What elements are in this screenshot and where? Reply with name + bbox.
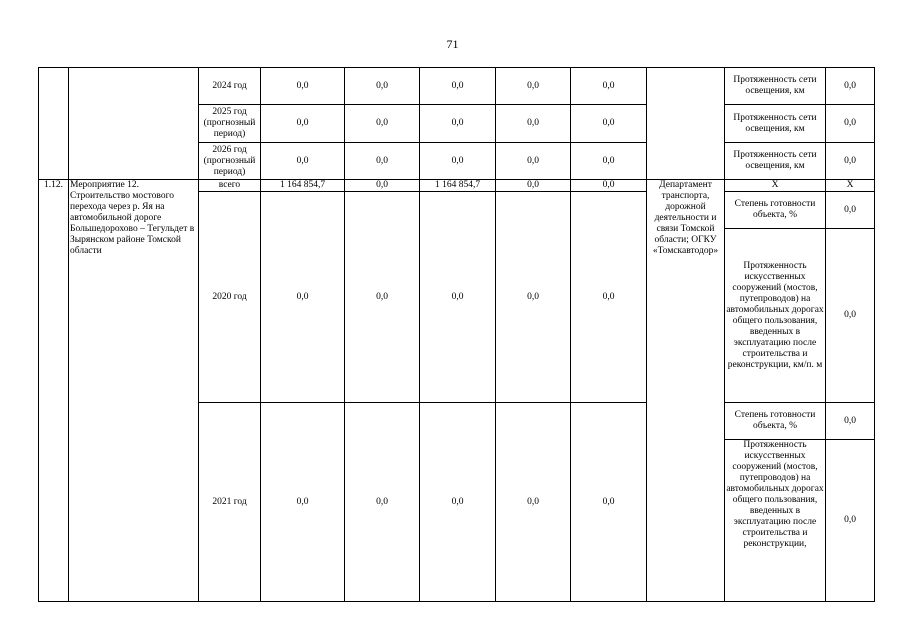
value-cell: 0,0 xyxy=(345,68,420,105)
indicator-value-cell: 0,0 xyxy=(826,440,875,602)
indicator-value-cell: 0,0 xyxy=(826,68,875,105)
indicator-cell: Степень готовности объекта, % xyxy=(725,192,826,229)
indicator-value-cell: 0,0 xyxy=(826,192,875,229)
year-cell: 2026 год (прогнозный период) xyxy=(199,143,261,180)
executor-cell: Департамент транспорта, дорожной деятельности и связи Томской области; ОГКУ «Томскавтодор» xyxy=(647,180,725,602)
value-cell: 0,0 xyxy=(420,403,496,602)
value-cell: 0,0 xyxy=(345,143,420,180)
value-cell: 1 164 854,7 xyxy=(420,180,496,192)
value-cell: 0,0 xyxy=(420,68,496,105)
value-cell: 0,0 xyxy=(420,143,496,180)
indicator-value-cell: 0,0 xyxy=(826,143,875,180)
value-cell: 0,0 xyxy=(261,192,345,403)
value-cell: 0,0 xyxy=(420,105,496,143)
value-cell: 0,0 xyxy=(496,105,571,143)
program-table xyxy=(38,67,875,602)
number-cell-empty xyxy=(39,68,69,180)
value-cell: 0,0 xyxy=(345,192,420,403)
indicator-value-cell: 0,0 xyxy=(826,105,875,143)
year-cell: всего xyxy=(199,180,261,192)
indicator-cell: Протяженность искусственных сооружений (мостов, путепроводов) на автомобильных дорогах общего пользования, введенных в эксплуатацию после строительства и реконструкции, км/п. м xyxy=(725,229,826,403)
indicator-cell: Протяженность сети освещения, км xyxy=(725,143,826,180)
value-cell: 0,0 xyxy=(261,143,345,180)
value-cell: 0,0 xyxy=(345,180,420,192)
indicator-cell: Протяженность сети освещения, км xyxy=(725,105,826,143)
table-row xyxy=(39,68,875,105)
value-cell: 0,0 xyxy=(496,180,571,192)
value-cell: 0,0 xyxy=(571,105,647,143)
measure-number: 1.12. xyxy=(39,180,69,602)
value-cell: 0,0 xyxy=(571,68,647,105)
indicator-cell: Протяженность искусственных сооружений (мостов, путепроводов) на автомобильных дорогах общего пользования, введенных в эксплуатацию после строительства и реконструкции, xyxy=(725,440,826,602)
value-cell: 0,0 xyxy=(571,143,647,180)
page-number: 71 xyxy=(446,37,459,51)
table-row xyxy=(39,180,875,192)
value-cell: 1 164 854,7 xyxy=(261,180,345,192)
year-cell: 2020 год xyxy=(199,192,261,403)
value-cell: 0,0 xyxy=(345,105,420,143)
value-cell: 0,0 xyxy=(496,143,571,180)
measure-name: Мероприятие 12. Строительство мостового перехода через р. Яя на автомобильной дороге Большедорохово – Тегульдет в Зырянском районе Томской области xyxy=(69,180,199,602)
indicator-value-cell: 0,0 xyxy=(826,403,875,440)
indicator-cell: X xyxy=(725,180,826,192)
name-cell-empty xyxy=(69,68,199,180)
year-cell: 2025 год (прогнозный период) xyxy=(199,105,261,143)
indicator-cell: Протяженность сети освещения, км xyxy=(725,68,826,105)
value-cell: 0,0 xyxy=(571,192,647,403)
value-cell: 0,0 xyxy=(261,68,345,105)
year-cell: 2021 год xyxy=(199,403,261,602)
indicator-value-cell: 0,0 xyxy=(826,229,875,403)
value-cell: 0,0 xyxy=(261,403,345,602)
executor-cell-empty xyxy=(647,68,725,180)
value-cell: 0,0 xyxy=(496,192,571,403)
value-cell: 0,0 xyxy=(496,68,571,105)
value-cell: 0,0 xyxy=(345,403,420,602)
indicator-value-cell: X xyxy=(826,180,875,192)
value-cell: 0,0 xyxy=(420,192,496,403)
indicator-cell: Степень готовности объекта, % xyxy=(725,403,826,440)
year-cell: 2024 год xyxy=(199,68,261,105)
value-cell: 0,0 xyxy=(571,403,647,602)
value-cell: 0,0 xyxy=(261,105,345,143)
value-cell: 0,0 xyxy=(496,403,571,602)
value-cell: 0,0 xyxy=(571,180,647,192)
